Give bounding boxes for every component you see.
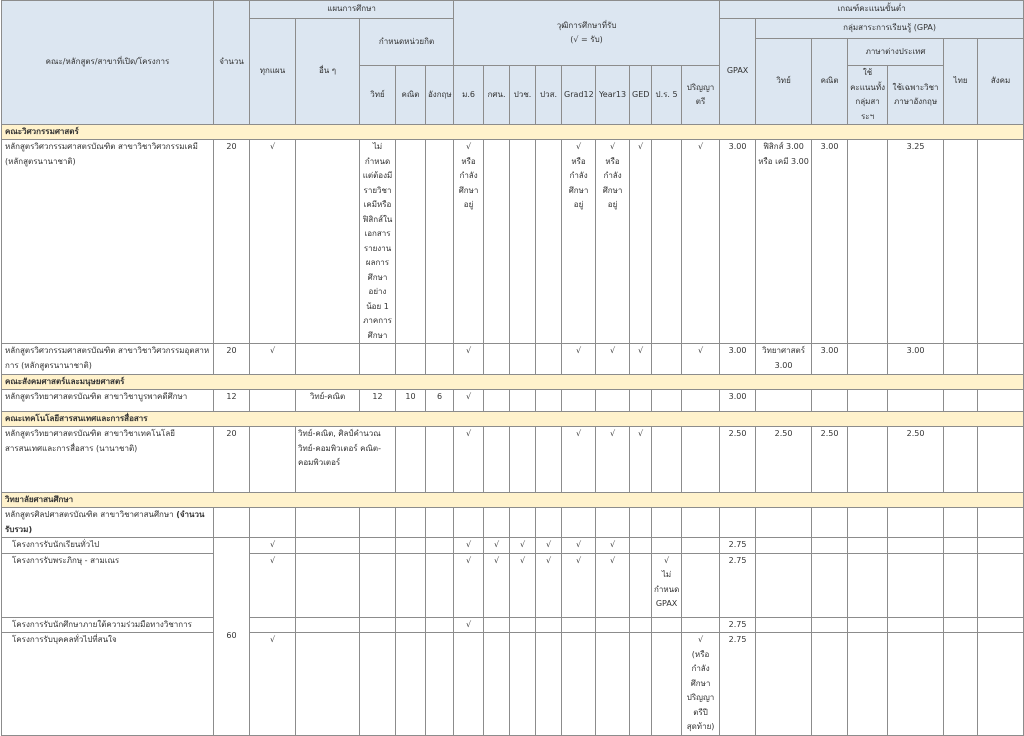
empty-cell <box>536 508 562 538</box>
empty-cell <box>630 553 652 617</box>
empty-cell <box>536 390 562 412</box>
empty-cell <box>812 633 848 736</box>
empty-cell <box>250 617 296 633</box>
empty-cell <box>682 538 720 554</box>
empty-cell <box>484 617 510 633</box>
row-ict-gpa-eng: 2.50 <box>888 427 944 493</box>
check-mark: √ <box>630 140 652 344</box>
empty-cell <box>484 344 510 375</box>
empty-cell <box>562 508 596 538</box>
empty-cell <box>250 390 296 412</box>
empty-cell <box>888 390 944 412</box>
empty-cell <box>652 140 682 344</box>
header-credit-math: คณิต <box>396 66 426 125</box>
row-ind-eng-count: 20 <box>214 344 250 375</box>
empty-cell <box>888 538 944 554</box>
empty-cell <box>944 390 978 412</box>
check-mark: √ <box>562 553 596 617</box>
header-gpa-group: กลุ่มสาระการเรียนรู้ (GPA) <box>756 19 1024 39</box>
empty-cell <box>652 390 682 412</box>
empty-cell <box>652 633 682 736</box>
row-chem-eng-q-grade12: √ หรือกำลังศึกษาอยู่ <box>562 140 596 344</box>
header-study-plan: แผนการศึกษา <box>250 1 454 19</box>
check-mark: √ <box>630 427 652 493</box>
header-qualification: วุฒิการศึกษาที่รับ (√ = รับ) <box>454 1 720 66</box>
empty-cell <box>484 390 510 412</box>
header-lang-all: ใช้คะแนนทั้งกลุ่มสาระฯ <box>848 66 888 125</box>
row-rel-partner-name: โครงการรับนักศึกษาภายใต้ความร่วมมือทางวิชาการ <box>2 617 214 633</box>
empty-cell <box>888 508 944 538</box>
empty-cell <box>250 427 296 493</box>
empty-cell <box>360 553 396 617</box>
row-rel-interest-name: โครงการรับบุคคลทั่วไปที่สนใจ <box>2 633 214 736</box>
header-other: อื่น ๆ <box>296 19 360 125</box>
empty-cell <box>360 538 396 554</box>
empty-cell <box>510 344 536 375</box>
empty-cell <box>214 508 250 538</box>
header-all-plans: ทุกแผน <box>250 19 296 125</box>
empty-cell <box>756 617 812 633</box>
check-mark: √ <box>250 553 296 617</box>
empty-cell <box>396 427 426 493</box>
empty-cell <box>562 390 596 412</box>
empty-cell <box>250 508 296 538</box>
row-ict-count: 20 <box>214 427 250 493</box>
row-orient-count: 12 <box>214 390 250 412</box>
row-ict-gpa-sci: 2.50 <box>756 427 812 493</box>
empty-cell <box>484 427 510 493</box>
empty-cell <box>536 140 562 344</box>
empty-cell <box>978 617 1024 633</box>
empty-cell <box>536 633 562 736</box>
empty-cell <box>396 344 426 375</box>
empty-cell <box>682 508 720 538</box>
check-mark: √ <box>630 344 652 375</box>
empty-cell <box>978 344 1024 375</box>
empty-cell <box>944 508 978 538</box>
empty-cell <box>682 427 720 493</box>
row-ind-eng-gpa-math: 3.00 <box>812 344 848 375</box>
empty-cell <box>944 633 978 736</box>
header-q-bachelor: ปริญญาตรี <box>682 66 720 125</box>
empty-cell <box>510 617 536 633</box>
section-social-humanities: คณะสังคมศาสตร์และมนุษยศาสตร์ <box>2 375 1024 390</box>
row-ict-other: วิทย์-คณิต, ศิลป์คำนวณ วิทย์-คอมพิวเตอร์ คณิต-คอมพิวเตอร์ <box>296 427 396 493</box>
check-mark: √ <box>454 553 484 617</box>
row-chem-eng-count: 20 <box>214 140 250 344</box>
row-orient-credit-eng: 6 <box>426 390 454 412</box>
empty-cell <box>848 508 888 538</box>
empty-cell <box>812 508 848 538</box>
header-q-m6: ม.6 <box>454 66 484 125</box>
check-mark: √ <box>250 344 296 375</box>
header-q-kor: กศน. <box>484 66 510 125</box>
check-mark: √ <box>454 390 484 412</box>
empty-cell <box>756 538 812 554</box>
empty-cell <box>296 617 360 633</box>
check-mark: √ <box>562 538 596 554</box>
empty-cell <box>848 633 888 736</box>
empty-cell <box>888 633 944 736</box>
empty-cell <box>978 140 1024 344</box>
check-mark: √ <box>596 344 630 375</box>
empty-cell <box>652 617 682 633</box>
empty-cell <box>396 140 426 344</box>
empty-cell <box>652 427 682 493</box>
empty-cell <box>396 508 426 538</box>
empty-cell <box>888 553 944 617</box>
header-q-p5: ป.ร. 5 <box>652 66 682 125</box>
empty-cell <box>944 617 978 633</box>
row-chem-eng-gpa-sci: ฟิสิกส์ 3.00 หรือ เคมี 3.00 <box>756 140 812 344</box>
empty-cell <box>848 538 888 554</box>
check-mark: √ <box>510 538 536 554</box>
empty-cell <box>652 538 682 554</box>
empty-cell <box>426 553 454 617</box>
empty-cell <box>978 633 1024 736</box>
empty-cell <box>510 427 536 493</box>
check-mark: √ <box>454 617 484 633</box>
empty-cell <box>978 508 1024 538</box>
empty-cell <box>484 633 510 736</box>
header-q-grade12: Grad12 <box>562 66 596 125</box>
empty-cell <box>510 140 536 344</box>
empty-cell <box>682 390 720 412</box>
empty-cell <box>396 553 426 617</box>
empty-cell <box>426 538 454 554</box>
empty-cell <box>652 344 682 375</box>
empty-cell <box>848 427 888 493</box>
section-engineering: คณะวิศวกรรมศาสตร์ <box>2 125 1024 140</box>
empty-cell <box>396 617 426 633</box>
header-gpa-sci: วิทย์ <box>756 39 812 125</box>
empty-cell <box>848 390 888 412</box>
check-mark: √ <box>536 553 562 617</box>
empty-cell <box>536 617 562 633</box>
header-gpa-math: คณิต <box>812 39 848 125</box>
empty-cell <box>944 140 978 344</box>
header-lang-eng-only: ใช้เฉพาะวิชาภาษาอังกฤษ <box>888 66 944 125</box>
empty-cell <box>812 538 848 554</box>
empty-cell <box>426 427 454 493</box>
row-chem-eng-name: หลักสูตรวิศวกรรมศาสตรบัณฑิต สาขาวิชาวิศวกรรมเคมี (หลักสูตรนานาชาติ) <box>2 140 214 344</box>
check-mark: √ <box>536 538 562 554</box>
empty-cell <box>630 633 652 736</box>
row-rel-general-gpax: 2.75 <box>720 538 756 554</box>
empty-cell <box>812 617 848 633</box>
empty-cell <box>944 553 978 617</box>
check-mark: √ <box>454 344 484 375</box>
empty-cell <box>426 633 454 736</box>
empty-cell <box>944 538 978 554</box>
row-ind-eng-gpa-eng: 3.00 <box>888 344 944 375</box>
check-mark: √ <box>562 427 596 493</box>
empty-cell <box>888 617 944 633</box>
empty-cell <box>510 633 536 736</box>
row-chem-eng-gpa-eng: 3.25 <box>888 140 944 344</box>
empty-cell <box>360 633 396 736</box>
check-mark: √ <box>250 633 296 736</box>
check-mark: √ <box>596 538 630 554</box>
empty-cell <box>812 553 848 617</box>
empty-cell <box>848 553 888 617</box>
header-q-pvc: ปวช. <box>510 66 536 125</box>
row-ind-eng-name: หลักสูตรวิศวกรรมศาสตรบัณฑิต สาขาวิชาวิศวกรรมอุตสาหการ (หลักสูตรนานาชาติ) <box>2 344 214 375</box>
row-orient-other: วิทย์-คณิต <box>296 390 360 412</box>
empty-cell <box>652 508 682 538</box>
check-mark: √ <box>484 538 510 554</box>
empty-cell <box>848 140 888 344</box>
empty-cell <box>944 427 978 493</box>
empty-cell <box>848 617 888 633</box>
header-count: จำนวน <box>214 1 250 125</box>
header-gpax: GPAX <box>720 19 756 125</box>
empty-cell <box>630 617 652 633</box>
header-q-ged: GED <box>630 66 652 125</box>
row-orient-credit-sci: 12 <box>360 390 396 412</box>
empty-cell <box>510 390 536 412</box>
row-ict-name: หลักสูตรวิทยาศาสตรบัณฑิต สาขาวิชาเทคโนโลยีสารสนเทศและการสื่อสาร (นานาชาติ) <box>2 427 214 493</box>
header-foreign-lang: ภาษาต่างประเทศ <box>848 39 944 66</box>
empty-cell <box>536 344 562 375</box>
row-orient-gpax: 3.00 <box>720 390 756 412</box>
empty-cell <box>630 508 652 538</box>
empty-cell <box>454 633 484 736</box>
row-chem-eng-gpa-math: 3.00 <box>812 140 848 344</box>
row-rel-monk-gpax: 2.75 <box>720 553 756 617</box>
row-orient-name: หลักสูตรวิทยาศาสตรบัณฑิต สาขาวิชาบูรพาคดีศึกษา <box>2 390 214 412</box>
empty-cell <box>360 508 396 538</box>
empty-cell <box>978 427 1024 493</box>
empty-cell <box>296 344 360 375</box>
row-chem-eng-q-year13: √ หรือกำลังศึกษาอยู่ <box>596 140 630 344</box>
empty-cell <box>978 390 1024 412</box>
empty-cell <box>596 633 630 736</box>
row-chem-eng-credit-note: ไม่กำหนดแต่ต้องมีรายวิชาเคมีหรือฟิสิกส์ในเอกสารรายงานผลการศึกษาอย่างน้อย 1 ภาคการศึกษา <box>360 140 396 344</box>
check-mark: √ <box>454 427 484 493</box>
check-mark: √ <box>596 553 630 617</box>
empty-cell <box>426 617 454 633</box>
row-chem-eng-q-m6: √ หรือกำลังศึกษาอยู่ <box>454 140 484 344</box>
empty-cell <box>596 617 630 633</box>
check-mark: √ <box>562 344 596 375</box>
empty-cell <box>630 538 652 554</box>
empty-cell <box>562 617 596 633</box>
empty-cell <box>360 344 396 375</box>
header-thai: ไทย <box>944 39 978 125</box>
empty-cell <box>756 390 812 412</box>
empty-cell <box>562 633 596 736</box>
row-rel-monk-q-p5: √ ไม่กำหนด GPAX <box>652 553 682 617</box>
header-credit-eng: อังกฤษ <box>426 66 454 125</box>
header-q-pvs: ปวส. <box>536 66 562 125</box>
empty-cell <box>720 508 756 538</box>
empty-cell <box>848 344 888 375</box>
empty-cell <box>812 390 848 412</box>
row-ict-gpa-math: 2.50 <box>812 427 848 493</box>
header-credit-sci: วิทย์ <box>360 66 396 125</box>
row-ind-eng-gpa-sci: วิทยาศาสตร์ 3.00 <box>756 344 812 375</box>
check-mark: √ <box>682 140 720 344</box>
row-chem-eng-gpax: 3.00 <box>720 140 756 344</box>
empty-cell <box>978 538 1024 554</box>
empty-cell <box>596 508 630 538</box>
section-ict: คณะเทคโนโลยีสารสนเทศและการสื่อสาร <box>2 412 1024 427</box>
row-rel-partner-gpax: 2.75 <box>720 617 756 633</box>
empty-cell <box>396 633 426 736</box>
empty-cell <box>536 427 562 493</box>
empty-cell <box>296 508 360 538</box>
row-ind-eng-gpax: 3.00 <box>720 344 756 375</box>
empty-cell <box>426 344 454 375</box>
row-religion-main-name: หลักสูตรศิลปศาสตรบัณฑิต สาขาวิชาศาสนศึกษา (จำนวนรับรวม) <box>2 508 214 538</box>
empty-cell <box>944 344 978 375</box>
empty-cell <box>426 508 454 538</box>
empty-cell <box>978 553 1024 617</box>
check-mark: √ <box>596 427 630 493</box>
empty-cell <box>756 633 812 736</box>
header-credits: กำหนดหน่วยกิต <box>360 19 454 66</box>
empty-cell <box>296 538 360 554</box>
row-rel-general-name: โครงการรับนักเรียนทั่วไป <box>2 538 214 554</box>
row-religion-count: 60 <box>214 538 250 736</box>
section-religion: วิทยาลัยศาสนศึกษา <box>2 493 1024 508</box>
empty-cell <box>296 633 360 736</box>
check-mark: √ <box>682 344 720 375</box>
row-rel-interest-gpax: 2.75 <box>720 633 756 736</box>
empty-cell <box>454 508 484 538</box>
row-rel-monk-name: โครงการรับพระภิกษุ - สามเณร <box>2 553 214 617</box>
admission-criteria-table <box>1 0 1024 736</box>
check-mark: √ <box>510 553 536 617</box>
empty-cell <box>396 538 426 554</box>
empty-cell <box>296 140 360 344</box>
row-rel-interest-q-bachelor: √ (หรือกำลังศึกษาปริญญาตรีปีสุดท้าย) <box>682 633 720 736</box>
empty-cell <box>596 390 630 412</box>
empty-cell <box>484 140 510 344</box>
header-program: คณะ/หลักสูตร/สาขาที่เปิด/โครงการ <box>2 1 214 125</box>
empty-cell <box>756 508 812 538</box>
header-social: สังคม <box>978 39 1024 125</box>
empty-cell <box>426 140 454 344</box>
header-q-year13: Year13 <box>596 66 630 125</box>
check-mark: √ <box>250 140 296 344</box>
check-mark: √ <box>454 538 484 554</box>
check-mark: √ <box>250 538 296 554</box>
empty-cell <box>360 617 396 633</box>
check-mark: √ <box>484 553 510 617</box>
empty-cell <box>630 390 652 412</box>
header-criteria: เกณฑ์คะแนนขั้นต่ำ <box>720 1 1024 19</box>
empty-cell <box>682 617 720 633</box>
empty-cell <box>682 553 720 617</box>
empty-cell <box>756 553 812 617</box>
row-ict-gpax: 2.50 <box>720 427 756 493</box>
empty-cell <box>484 508 510 538</box>
empty-cell <box>296 553 360 617</box>
row-orient-credit-math: 10 <box>396 390 426 412</box>
empty-cell <box>510 508 536 538</box>
